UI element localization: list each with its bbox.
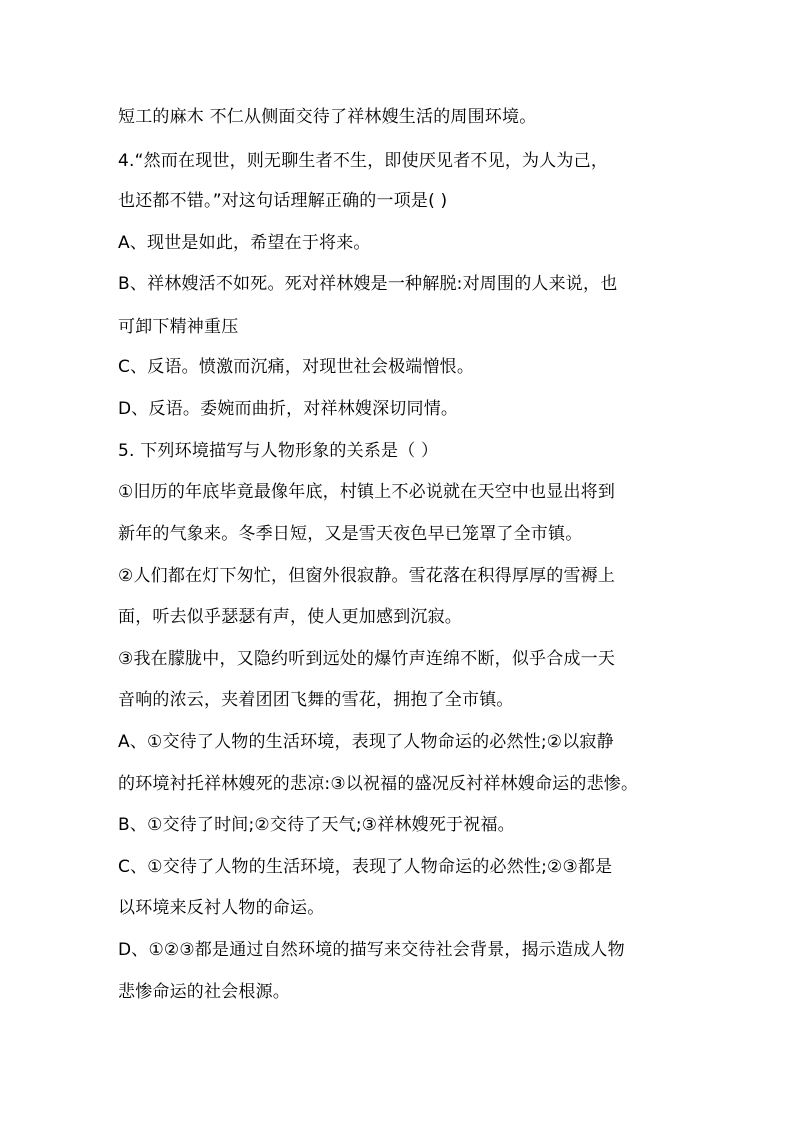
- option-c: C、①交待了人物的生活环境，表现了人物命运的必然性;②③都是: [118, 857, 613, 877]
- text-line: 可卸下精神重压: [118, 317, 239, 337]
- passage-3-line: ③我在朦胧中，又隐约听到远处的爆竹声连绵不断，似乎合成一天: [118, 649, 616, 669]
- option-c: C、反语。愤激而沉痛，对现世社会极端憎恨。: [118, 357, 475, 377]
- text-line: 短工的麻木 不仁从侧面交待了祥林嫂生活的周围环境。: [118, 107, 537, 127]
- text-line: 以环境来反衬人物的命运。: [118, 898, 325, 918]
- passage-2-line: ②人们都在灯下匆忙，但窗外很寂静。雪花落在积得厚厚的雪褥上: [118, 566, 616, 586]
- passage-1-line: ①旧历的年底毕竟最像年底，村镇上不必说就在天空中也显出将到: [118, 482, 616, 502]
- option-b: B、①交待了时间;②交待了天气;③祥林嫂死于祝福。: [118, 815, 515, 835]
- text-line: 新年的气象来。冬季日短，又是雪天夜色早已笼罩了全市镇。: [118, 524, 583, 544]
- option-a: A、现世是如此，希望在于将来。: [118, 233, 371, 253]
- option-a: A、①交待了人物的生活环境，表现了人物命运的必然性;②以寂静: [118, 732, 614, 752]
- option-d: D、反语。委婉而曲折，对祥林嫂深切同情。: [118, 399, 459, 419]
- text-line: 悲惨命运的社会根源。: [118, 982, 290, 1002]
- text-line: 也还都不错。”对这句话理解正确的一项是( ): [118, 191, 448, 211]
- question-5-line: 5. 下列环境描写与人物形象的关系是（ ）: [118, 441, 439, 461]
- question-4-line: 4.“然而在现世，则无聊生者不生，即使厌见者不见，为人为己，: [118, 151, 609, 171]
- text-line: 音响的浓云，夹着团团飞舞的雪花，拥抱了全市镇。: [118, 690, 514, 710]
- text-line: 的环境衬托祥林嫂死的悲凉:③以祝福的盛况反衬祥林嫂命运的悲惨。: [118, 774, 639, 794]
- text-line: 面，听去似乎瑟瑟有声，使人更加感到沉寂。: [118, 607, 462, 627]
- option-b: B、祥林嫂活不如死。死对祥林嫂是一种解脱:对周围的人来说，也: [118, 274, 618, 294]
- option-d: D、①②③都是通过自然环境的描写来交待社会背景，揭示造成人物: [118, 940, 625, 960]
